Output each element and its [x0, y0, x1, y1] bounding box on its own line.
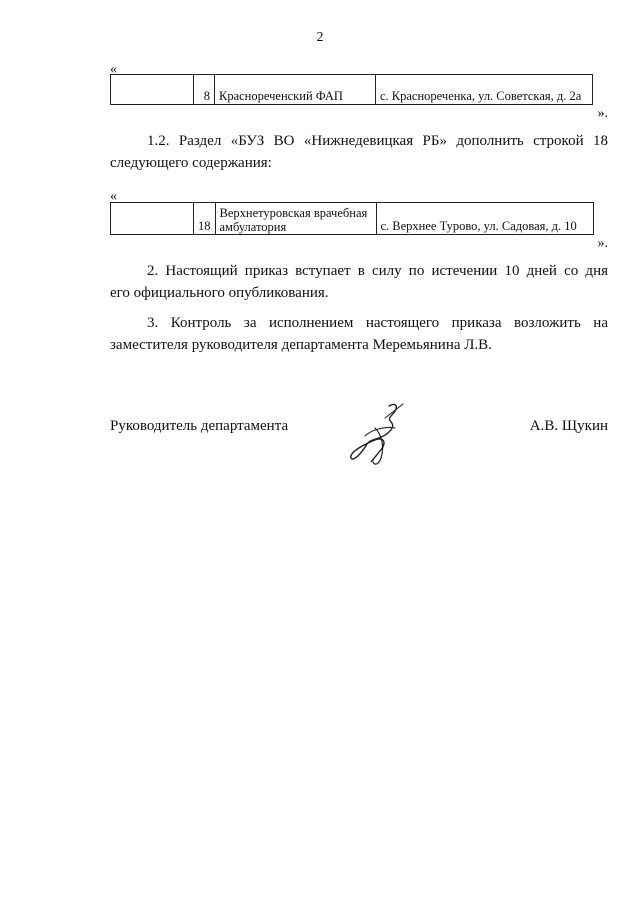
table2-row-number: 18 [194, 203, 216, 235]
table1-open-quote: « [110, 62, 117, 77]
signatory-position: Руководитель департамента [110, 418, 289, 434]
table2-facility-name-line1: Верхнетуровская врачебная [219, 206, 368, 220]
table2-empty-cell [111, 203, 194, 235]
table1-facility-name: Краснореченский ФАП [215, 75, 376, 105]
table2-close-quote: ». [597, 236, 608, 251]
table2-facility-name-line2: амбулатория [219, 220, 287, 234]
paragraph-3-line1: 3. Контроль за исполнением настоящего приказа возложить на [147, 315, 608, 331]
paragraph-2-line2: его официального опубликования. [110, 285, 329, 301]
paragraph-1-2-line2: следующего содержания: [110, 155, 272, 171]
paragraph-1-2-line1: 1.2. Раздел «БУЗ ВО «Нижнедевицкая РБ» дополнить строкой 18 [147, 133, 608, 149]
page-number: 2 [316, 30, 324, 45]
table2-facility-name [215, 203, 376, 235]
table1-facility-address: с. Краснореченка, ул. Советская, д. 2а [376, 75, 593, 105]
table-row-krasnorechensky [110, 74, 593, 105]
table1-empty-cell [111, 75, 194, 105]
paragraph-2-line1: 2. Настоящий приказ вступает в силу по истечении 10 дней со дня [147, 263, 608, 279]
table1-close-quote: ». [597, 106, 608, 121]
signatory-name: А.В. Щукин [529, 418, 608, 434]
paragraph-1-2 [110, 130, 608, 174]
table-row-verkhneturovskaya [110, 202, 594, 235]
table2-facility-address: с. Верхнее Турово, ул. Садовая, д. 10 [376, 203, 593, 235]
table1-row-number: 8 [194, 75, 215, 105]
handwritten-signature [345, 400, 415, 468]
table2-open-quote: « [110, 189, 117, 204]
paragraph-3 [110, 312, 608, 356]
paragraph-3-line2: заместителя руководителя департамента Меремьянина Л.В. [110, 337, 492, 353]
paragraph-2 [110, 260, 608, 304]
